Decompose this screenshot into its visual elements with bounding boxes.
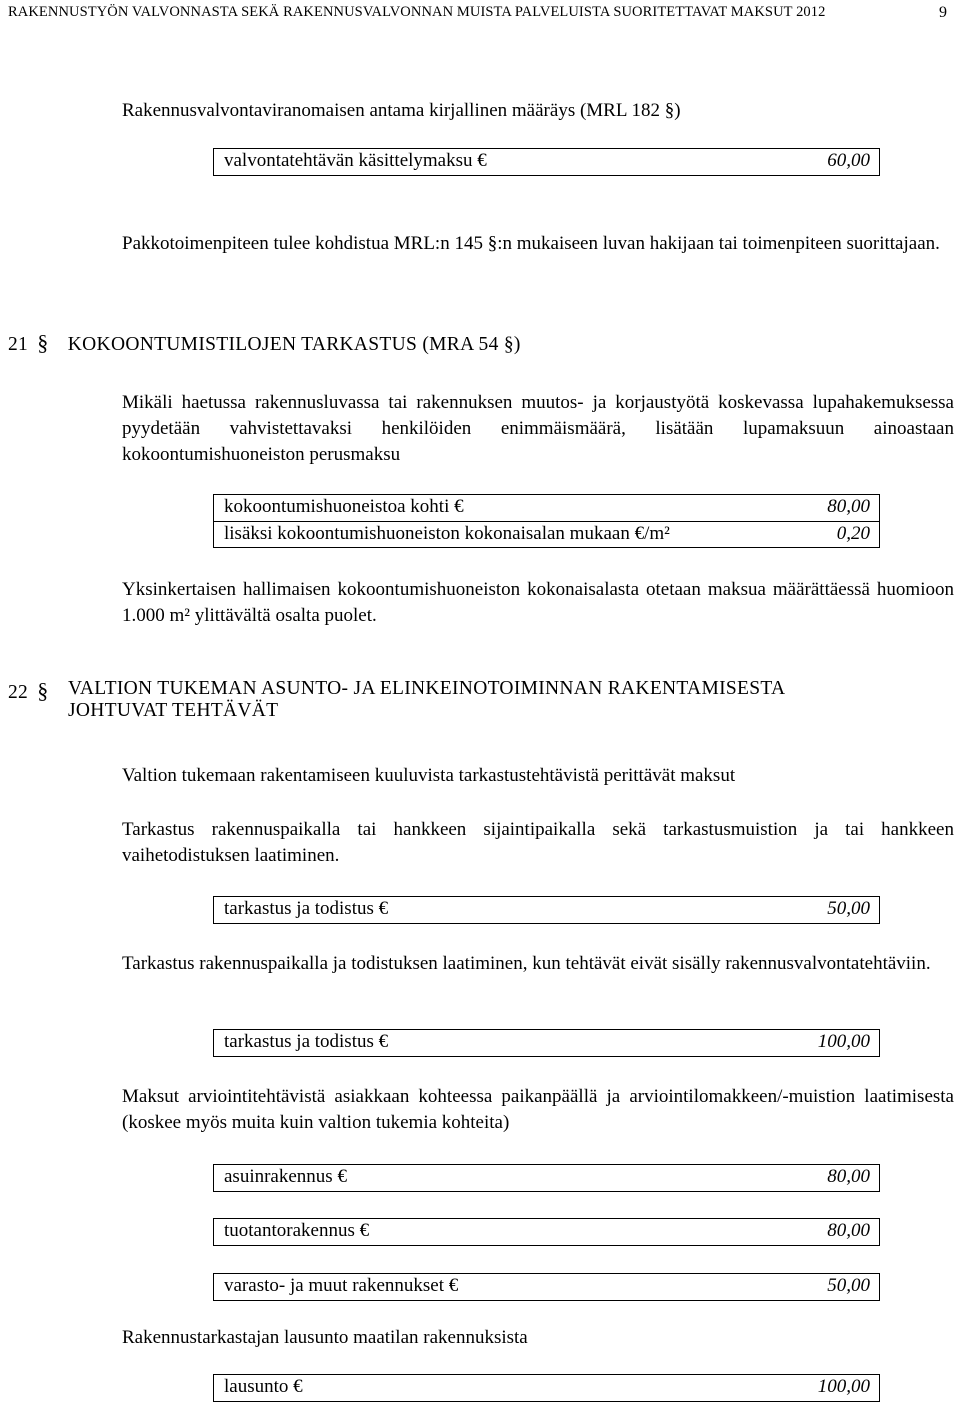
fee-row — [214, 149, 879, 175]
fee-label: kokoontumishuoneistoa kohti € — [224, 496, 464, 517]
fee-amount: 80,00 — [827, 496, 870, 517]
fee-table-storage — [213, 1273, 880, 1301]
fee-label: lausunto € — [224, 1376, 303, 1397]
fee-label: tuotantorakennus € — [224, 1220, 370, 1241]
fee-row — [214, 1219, 879, 1245]
fee-row — [214, 897, 879, 923]
fee-amount: 80,00 — [827, 1166, 870, 1187]
section-number: 21 — [8, 334, 29, 355]
section-title-line: VALTION TUKEMAN ASUNTO- JA ELINKEINOTOIMINNAN RAKENTAMISESTA — [68, 678, 786, 699]
fee-table-production — [213, 1218, 880, 1246]
running-header: RAKENNUSTYÖN VALVONNASTA SEKÄ RAKENNUSVALVONNAN MUISTA PALVELUISTA SUORITETTAVAT MAKSUT 2012 — [8, 4, 826, 20]
section-22-intro: Valtion tukemaan rakentamiseen kuuluvista tarkastustehtävistä perittävät maksut — [122, 765, 736, 786]
fee-label: tarkastus ja todistus € — [224, 1031, 389, 1052]
fee-label: asuinrakennus € — [224, 1166, 347, 1187]
section-sign: § — [37, 330, 49, 355]
section-22-title — [68, 678, 958, 722]
enforcement-note: Pakkotoimenpiteen tulee kohdistua MRL:n 145 §:n mukaiseen luvan hakijaan tai toimenpiteen suorittajaan. — [122, 233, 940, 254]
fee-label: valvontatehtävän käsittelymaksu € — [224, 150, 487, 171]
fee-row — [214, 1274, 879, 1300]
fee-table-assembly — [213, 494, 880, 548]
fee-amount: 50,00 — [827, 1275, 870, 1296]
fee-label: tarkastus ja todistus € — [224, 898, 389, 919]
fee-amount: 0,20 — [836, 523, 870, 544]
fee-row — [214, 1030, 879, 1056]
section-22-paragraph-1: Tarkastus rakennuspaikalla tai hankkeen sijaintipaikalla sekä tarkastusmuistion ja tai hankkeen vaihetodistuksen laatiminen. — [122, 819, 954, 866]
section-21-heading — [8, 330, 521, 356]
section-22-paragraph-4: Rakennustarkastajan lausunto maatilan rakennuksista — [122, 1327, 528, 1348]
fee-table-inspection-extra — [213, 1029, 880, 1057]
fee-amount: 100,00 — [817, 1376, 870, 1397]
fee-amount: 100,00 — [817, 1031, 870, 1052]
section-22-paragraph-3: Maksut arviointitehtävistä asiakkaan kohteessa paikanpäällä ja arviointilomakkeen/-muistion laatimisesta (koskee myös muita kuin valtion tukemia kohteita) — [122, 1086, 954, 1133]
fee-table-inspection — [213, 896, 880, 924]
fee-amount: 50,00 — [827, 898, 870, 919]
fee-table-residential — [213, 1164, 880, 1192]
order-intro: Rakennusvalvontaviranomaisen antama kirjallinen määräys (MRL 182 §) — [122, 100, 681, 121]
fee-row — [214, 495, 879, 521]
fee-table-statement — [213, 1374, 880, 1402]
fee-label: lisäksi kokoontumishuoneiston kokonaisalan mukaan €/m² — [224, 523, 670, 544]
section-22-paragraph-2: Tarkastus rakennuspaikalla ja todistuksen laatiminen, kun tehtävät eivät sisälly rakennusvalvontatehtäviin. — [122, 953, 931, 974]
fee-table-processing — [213, 148, 880, 176]
fee-row — [214, 1165, 879, 1191]
section-21-note: Yksinkertaisen hallimaisen kokoontumishuoneiston kokonaisalasta otetaan maksua määrättäessä huomioon 1.000 m² ylittävältä osalta puolet. — [122, 579, 954, 626]
fee-amount: 80,00 — [827, 1220, 870, 1241]
page-number: 9 — [939, 4, 947, 21]
section-number: 22 — [8, 682, 29, 703]
section-21-body: Mikäli haetussa rakennusluvassa tai rakennuksen muutos- ja korjaustyötä koskevassa lupahakemuksessa pyydetään vahvistettavaksi henkilöiden enimmäismäärä, lisätään lupamaksuun ainoastaan kokoontumishuoneiston perusmaksu — [122, 392, 954, 465]
section-22-number-line — [8, 678, 49, 704]
fee-label: varasto- ja muut rakennukset € — [224, 1275, 459, 1296]
section-title-line: JOHTUVAT TEHTÄVÄT — [68, 700, 279, 721]
section-title: KOKOONTUMISTILOJEN TARKASTUS (MRA 54 §) — [67, 334, 521, 355]
section-sign: § — [37, 678, 49, 703]
fee-row — [214, 521, 879, 548]
fee-row — [214, 1375, 879, 1401]
fee-amount: 60,00 — [827, 150, 870, 171]
